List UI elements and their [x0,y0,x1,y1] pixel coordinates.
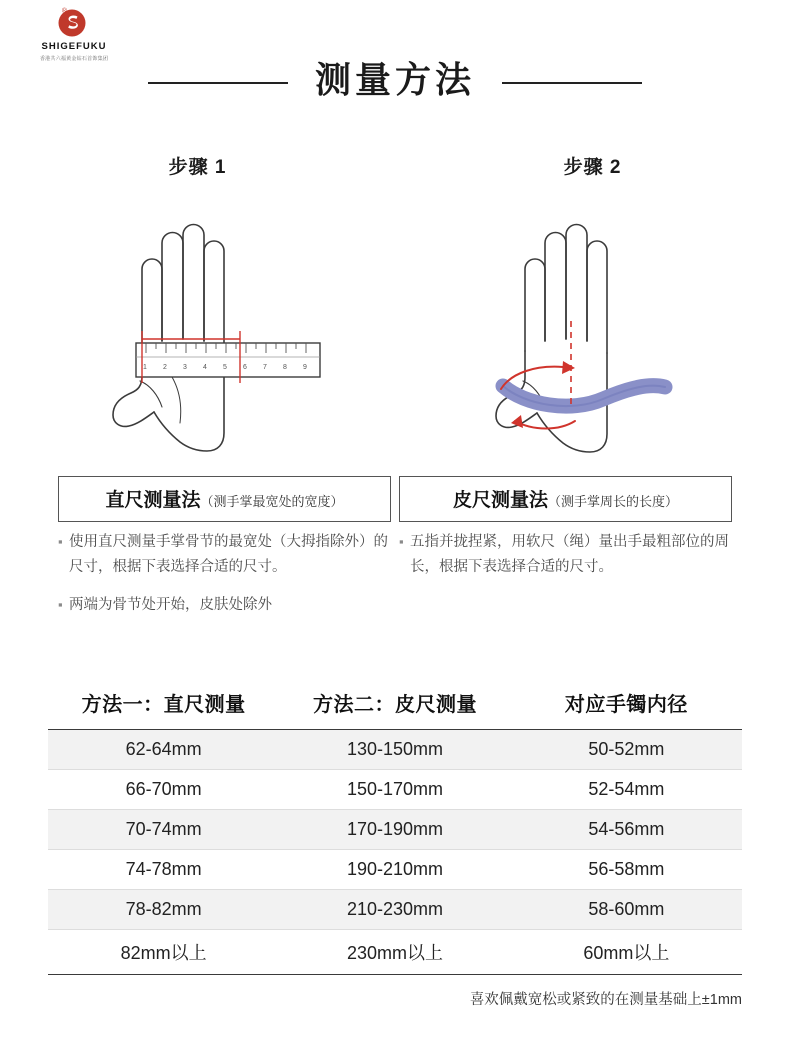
method-descriptions [0,530,790,630]
cell-ruler: 74-78mm [48,850,279,890]
list-item [399,530,732,581]
registered-mark: ® [61,8,67,15]
table-row [48,730,742,770]
brand-name: SHIGEFUKU [41,41,107,52]
step-2-label: 步骤 2 [563,157,622,178]
bullet-dot-icon: ▪ [58,596,63,612]
cell-tape: 170-190mm [279,810,510,850]
cell-diameter: 54-56mm [511,810,742,850]
cell-ruler: 62-64mm [48,730,279,770]
column-header-tape: 方法二：皮尺测量 [279,682,510,730]
method-ruler-note: （测手掌最宽处的宽度） [200,494,344,509]
table-row [48,850,742,890]
step-1-label: 步骤 1 [168,157,227,178]
table-header-row [48,682,742,730]
cell-diameter: 52-54mm [511,770,742,810]
cell-ruler: 82mm以上 [48,930,279,975]
bullet-text: 五指并拢捏紧，用软尺（绳）量出手最粗部位的周长，根据下表选择合适的尺寸。 [410,534,729,576]
cell-diameter: 56-58mm [511,850,742,890]
svg-text:4: 4 [202,364,207,371]
cell-ruler: 66-70mm [48,770,279,810]
bullet-text: 使用直尺测量手掌骨节的最宽处（大拇指除外）的尺寸，根据下表选择合适的尺寸。 [69,534,388,576]
bullet-text: 两端为骨节处开始，皮肤处除外 [69,596,272,613]
svg-text:1: 1 [142,364,147,371]
cell-diameter: 50-52mm [511,730,742,770]
table-row [48,810,742,850]
cell-ruler: 78-82mm [48,890,279,930]
table-row [48,770,742,810]
page-title: 测量方法 [314,59,475,100]
svg-text:6: 6 [242,364,247,371]
svg-text:3: 3 [182,364,187,371]
hand-with-tape-measure-illustration [395,191,790,461]
cell-tape: 150-170mm [279,770,510,810]
size-table [48,682,742,975]
svg-text:5: 5 [222,364,227,371]
column-header-inner-diameter: 对应手镯内径 [511,682,742,730]
bullet-dot-icon: ▪ [58,534,63,549]
step-2 [395,152,790,461]
cell-ruler: 70-74mm [48,810,279,850]
brand-subtitle: 香港共六福黄金钻石首饰集团 [39,56,109,62]
table-row [48,890,742,930]
svg-text:7: 7 [262,364,267,371]
method-ruler-bullets [58,530,391,630]
method-box-tape [399,476,732,522]
svg-text:2: 2 [162,364,167,371]
hand-with-ruler-illustration [0,191,395,461]
title-rule-right [502,82,642,84]
method-box-ruler [58,476,391,522]
title-rule-left [148,82,288,84]
svg-text:9: 9 [302,364,307,371]
cell-tape: 210-230mm [279,890,510,930]
column-header-ruler: 方法一：直尺测量 [48,682,279,730]
cell-tape: 130-150mm [279,730,510,770]
svg-text:8: 8 [282,364,287,371]
method-tape-note: （测手掌周长的长度） [548,494,679,509]
cell-tape: 190-210mm [279,850,510,890]
bullet-dot-icon: ▪ [399,534,404,549]
s-monogram-icon [57,6,91,40]
cell-diameter: 58-60mm [511,890,742,930]
cell-tape: 230mm以上 [279,930,510,975]
method-tape-bullets [399,530,732,630]
method-titles-row [0,476,790,522]
table-row [48,930,742,975]
list-item [58,593,391,618]
step-1 [0,152,395,461]
method-tape-title: 皮尺测量法 [452,490,548,511]
list-item [58,530,391,581]
page-title-block [0,52,790,103]
footnote: 喜欢佩戴宽松或紧致的在测量基础上±1mm [469,992,742,1008]
steps-section [0,152,790,461]
method-ruler-title: 直尺测量法 [105,490,201,511]
cell-diameter: 60mm以上 [511,930,742,975]
